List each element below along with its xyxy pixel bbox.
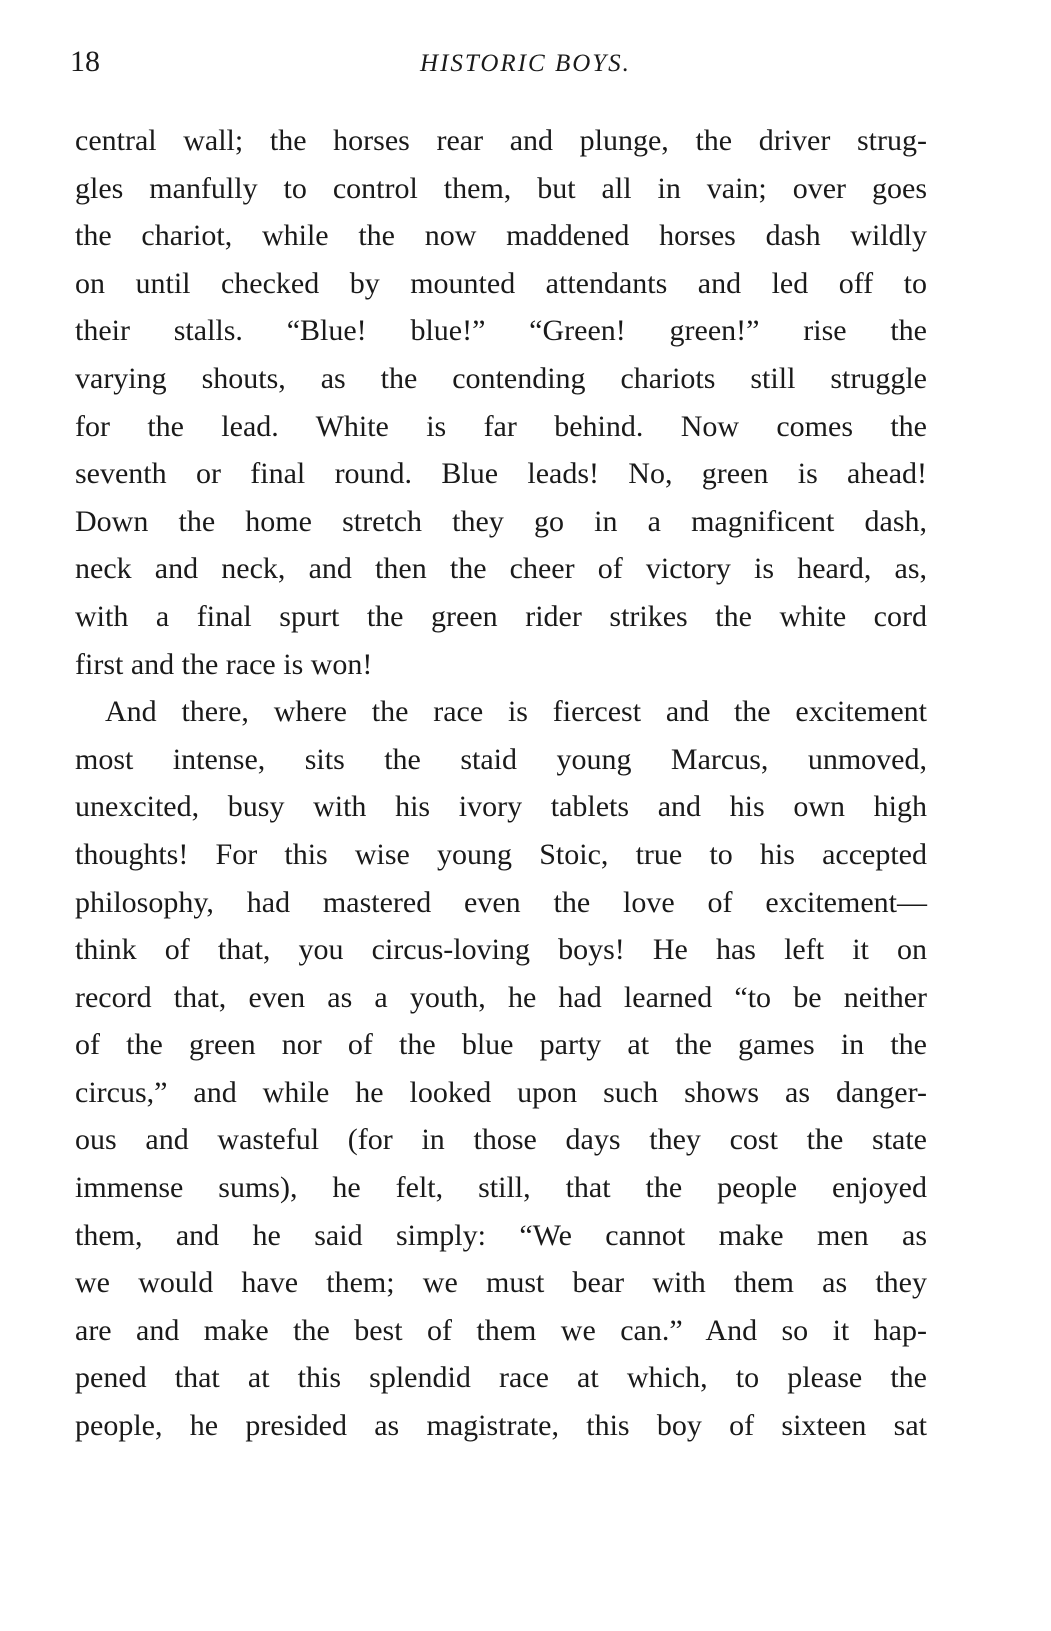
text-line: for the lead. White is far behind. Now comes the [75, 409, 927, 443]
text-line: Down the home stretch they go in a magnificent dash, [75, 504, 927, 538]
running-head: HISTORIC BOYS. [420, 50, 631, 77]
text-line: their stalls. “Blue! blue!” “Green! green!” rise the [75, 314, 927, 348]
text-line: circus,” and while he looked upon such shows as danger- [75, 1075, 927, 1109]
body-text [75, 117, 927, 1450]
text-line: And there, where the race is fiercest and the excitement [105, 695, 927, 729]
text-line: gles manfully to control them, but all in vain; over goes [75, 171, 927, 205]
text-line: most intense, sits the staid young Marcus, unmoved, [75, 742, 927, 776]
text-line: people, he presided as magistrate, this boy of sixteen sat [75, 1409, 927, 1443]
text-line: think of that, you circus-loving boys! He has left it on [75, 933, 927, 967]
text-line: varying shouts, as the contending chariots still struggle [75, 361, 927, 395]
paragraph-2 [75, 688, 927, 1450]
text-line: seventh or final round. Blue leads! No, green is ahead! [75, 457, 927, 491]
text-line: unexcited, busy with his ivory tablets and his own high [75, 790, 927, 824]
text-line: central wall; the horses rear and plunge, the driver strug- [75, 124, 927, 157]
text-line: them, and he said simply: “We cannot make men as [75, 1218, 927, 1252]
text-line: with a final spurt the green rider strikes the white cord [75, 599, 927, 633]
text-line: we would have them; we must bear with them as they [75, 1266, 927, 1300]
text-line: thoughts! For this wise young Stoic, true to his accepted [75, 837, 927, 871]
text-line: neck and neck, and then the cheer of victory is heard, as, [75, 552, 927, 586]
text-line: the chariot, while the now maddened horses dash wildly [75, 219, 927, 253]
text-line: are and make the best of them we can.” And so it hap- [75, 1313, 927, 1347]
text-line: record that, even as a youth, he had learned “to be neither [75, 980, 927, 1014]
text-line: immense sums), he felt, still, that the people enjoyed [75, 1171, 927, 1205]
text-line: ous and wasteful (for in those days they cost the state [75, 1123, 927, 1157]
text-line: on until checked by mounted attendants and led off to [75, 266, 927, 300]
page-number: 18 [70, 45, 100, 78]
text-line: of the green nor of the blue party at the games in the [75, 1028, 927, 1062]
text-line: philosophy, had mastered even the love of excitement— [75, 885, 927, 919]
text-line: first and the race is won! [75, 647, 373, 681]
paragraph-1 [75, 117, 927, 688]
text-line: pened that at this splendid race at which, to please the [75, 1361, 927, 1395]
